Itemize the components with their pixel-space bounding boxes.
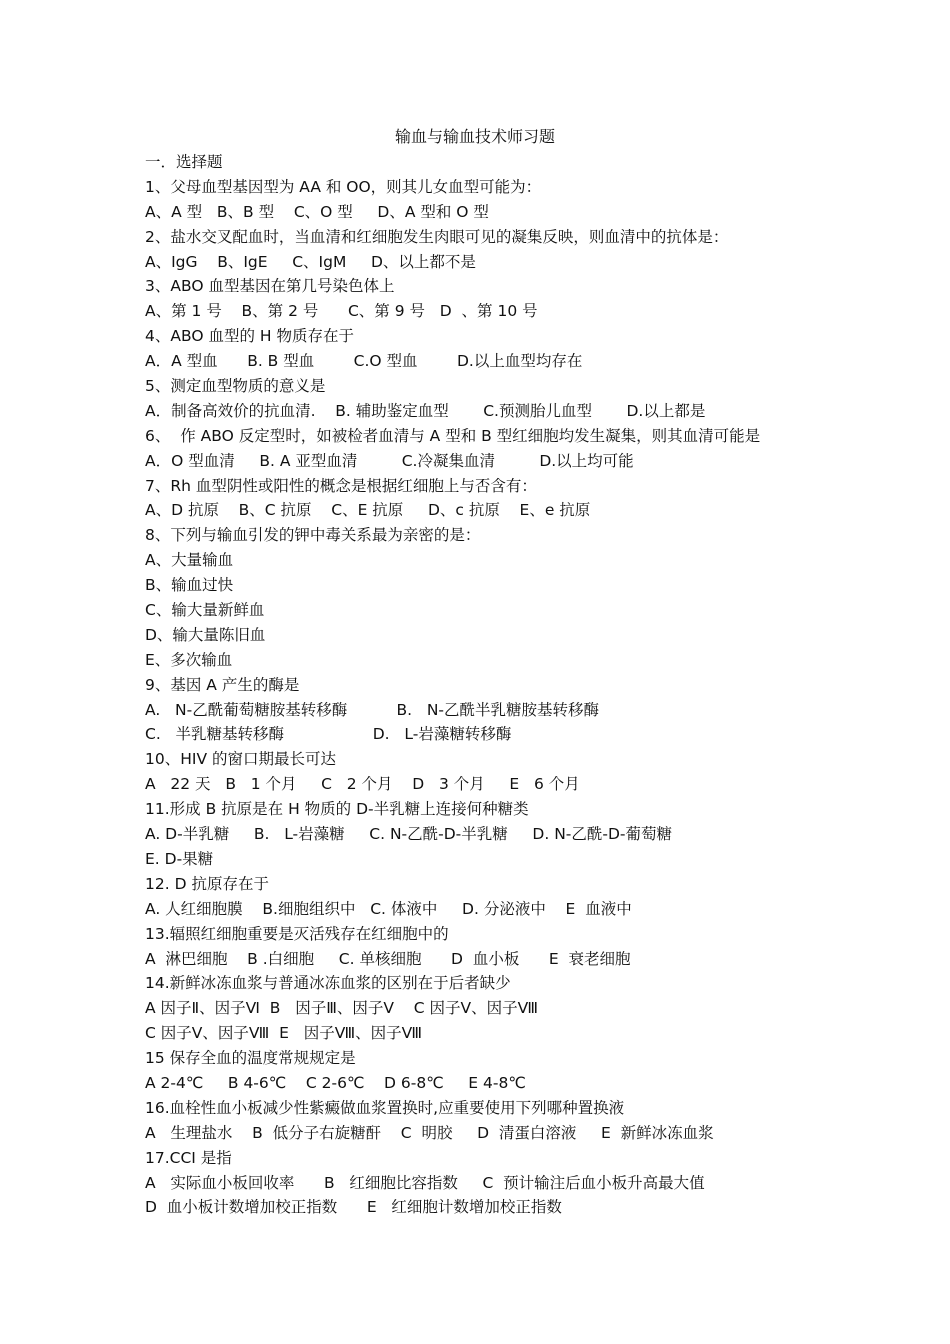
text-line: A. N-乙酰葡萄糖胺基转移酶 B. N-乙酰半乳糖胺基转移酶 [145,700,600,719]
text-line: A. D-半乳糖 B. L-岩藻糖 C. N-乙酰-D-半乳糖 D. N-乙酰-D-葡萄糖 [145,825,673,844]
text-line: C. 半乳糖基转移酶 D. L-岩藻糖转移酶 [145,725,512,744]
text-line: 10、HIV 的窗口期最长可达 [145,750,336,769]
text-line: 2、盐水交叉配血时，当血清和红细胞发生肉眼可见的凝集反映，则血清中的抗体是： [145,227,729,246]
text-line: 5、测定血型物质的意义是 [145,377,326,396]
text-line: 17.CCI 是指 [145,1148,232,1167]
text-line: 8、下列与输血引发的钾中毒关系最为亲密的是： [145,526,481,545]
text-line: 15 保存全血的温度常规规定是 [145,1049,356,1068]
text-line: 13.辐照红细胞重要是灭活残存在红细胞中的 [145,924,449,943]
text-line: 9、基因 A 产生的酶是 [145,675,300,694]
section-heading: 一．选择题 [145,153,223,171]
text-line: A 2-4℃ B 4-6℃ C 2-6℃ D 6-8℃ E 4-8℃ [145,1073,526,1092]
text-line: D 血小板计数增加校正指数 E 红细胞计数增加校正指数 [145,1198,562,1217]
text-line: A. 人红细胞膜 B.细胞组织中 C. 体液中 D. 分泌液中 E 血液中 [145,899,632,918]
text-line: A、D 抗原 B、C 抗原 C、E 抗原 D、c 抗原 E、e 抗原 [145,501,591,520]
document-title: 输血与输血技术师习题 [394,127,555,146]
text-line: 12. D 抗原存在于 [145,874,269,893]
text-line: C、输大量新鲜血 [145,601,265,620]
text-line: A．制备高效价的抗血清. B. 辅助鉴定血型 C.预测胎儿血型 D.以上都是 [145,401,706,420]
text-line: D、输大量陈旧血 [145,625,266,644]
text-line: A 生理盐水 B 低分子右旋糖酐 C 明胶 D 清蛋白溶液 E 新鲜冰冻血浆 [145,1123,714,1142]
text-line: 14.新鲜冰冻血浆与普通冰冻血浆的区别在于后者缺少 [145,974,511,993]
text-line: C 因子Ⅴ、因子Ⅷ E 因子Ⅷ、因子Ⅷ [145,1024,423,1043]
text-line: A、第 1 号 B、第 2 号 C、第 9 号 D 、第 10 号 [145,302,538,321]
text-line: A、IgG B、IgE C、IgM D、以上都不是 [145,252,476,271]
text-line: A．A 型血 B. B 型血 C.O 型血 D.以上血型均存在 [145,352,583,371]
text-line: 3、ABO 血型基因在第几号染色体上 [145,277,395,296]
text-line: B、输血过快 [145,576,234,595]
text-line: A 淋巴细胞 B .白细胞 C. 单核细胞 D 血小板 E 衰老细胞 [145,949,631,968]
text-line: A、A 型 B、B 型 C、O 型 D、A 型和 O 型 [145,202,489,221]
text-line: 7、Rh 血型阴性或阳性的概念是根据红细胞上与否含有： [145,476,537,495]
text-line: 16.血栓性血小板减少性紫癜做血浆置换时,应重要使用下列哪种置换液 [145,1098,625,1117]
text-line: A．O 型血清 B. A 亚型血清 C.冷凝集血清 D.以上均可能 [145,451,634,470]
text-line: A、大量输血 [145,551,234,570]
text-line: 6、 作 ABO 反定型时，如被检者血清与 A 型和 B 型红细胞均发生凝集，则其血清可能是 [145,426,761,445]
text-line: A 实际血小板回收率 B 红细胞比容指数 C 预计输注后血小板升高最大值 [145,1173,705,1192]
text-line: 1、父母血型基因型为 AA 和 OO，则其儿女血型可能为： [145,177,542,196]
text-line: E. D-果糖 [145,849,214,868]
text-line: 4、ABO 血型的 H 物质存在于 [145,327,354,346]
text-line: 11.形成 B 抗原是在 H 物质的 D-半乳糖上连接何种糖类 [145,800,529,819]
text-line: E、多次输血 [145,650,233,669]
text-line: A 22 天 B 1 个月 C 2 个月 D 3 个月 E 6 个月 [145,775,580,794]
text-line: A 因子Ⅱ、因子Ⅵ B 因子Ⅲ、因子Ⅴ C 因子Ⅴ、因子Ⅷ [145,999,538,1018]
document-body [145,152,845,1222]
